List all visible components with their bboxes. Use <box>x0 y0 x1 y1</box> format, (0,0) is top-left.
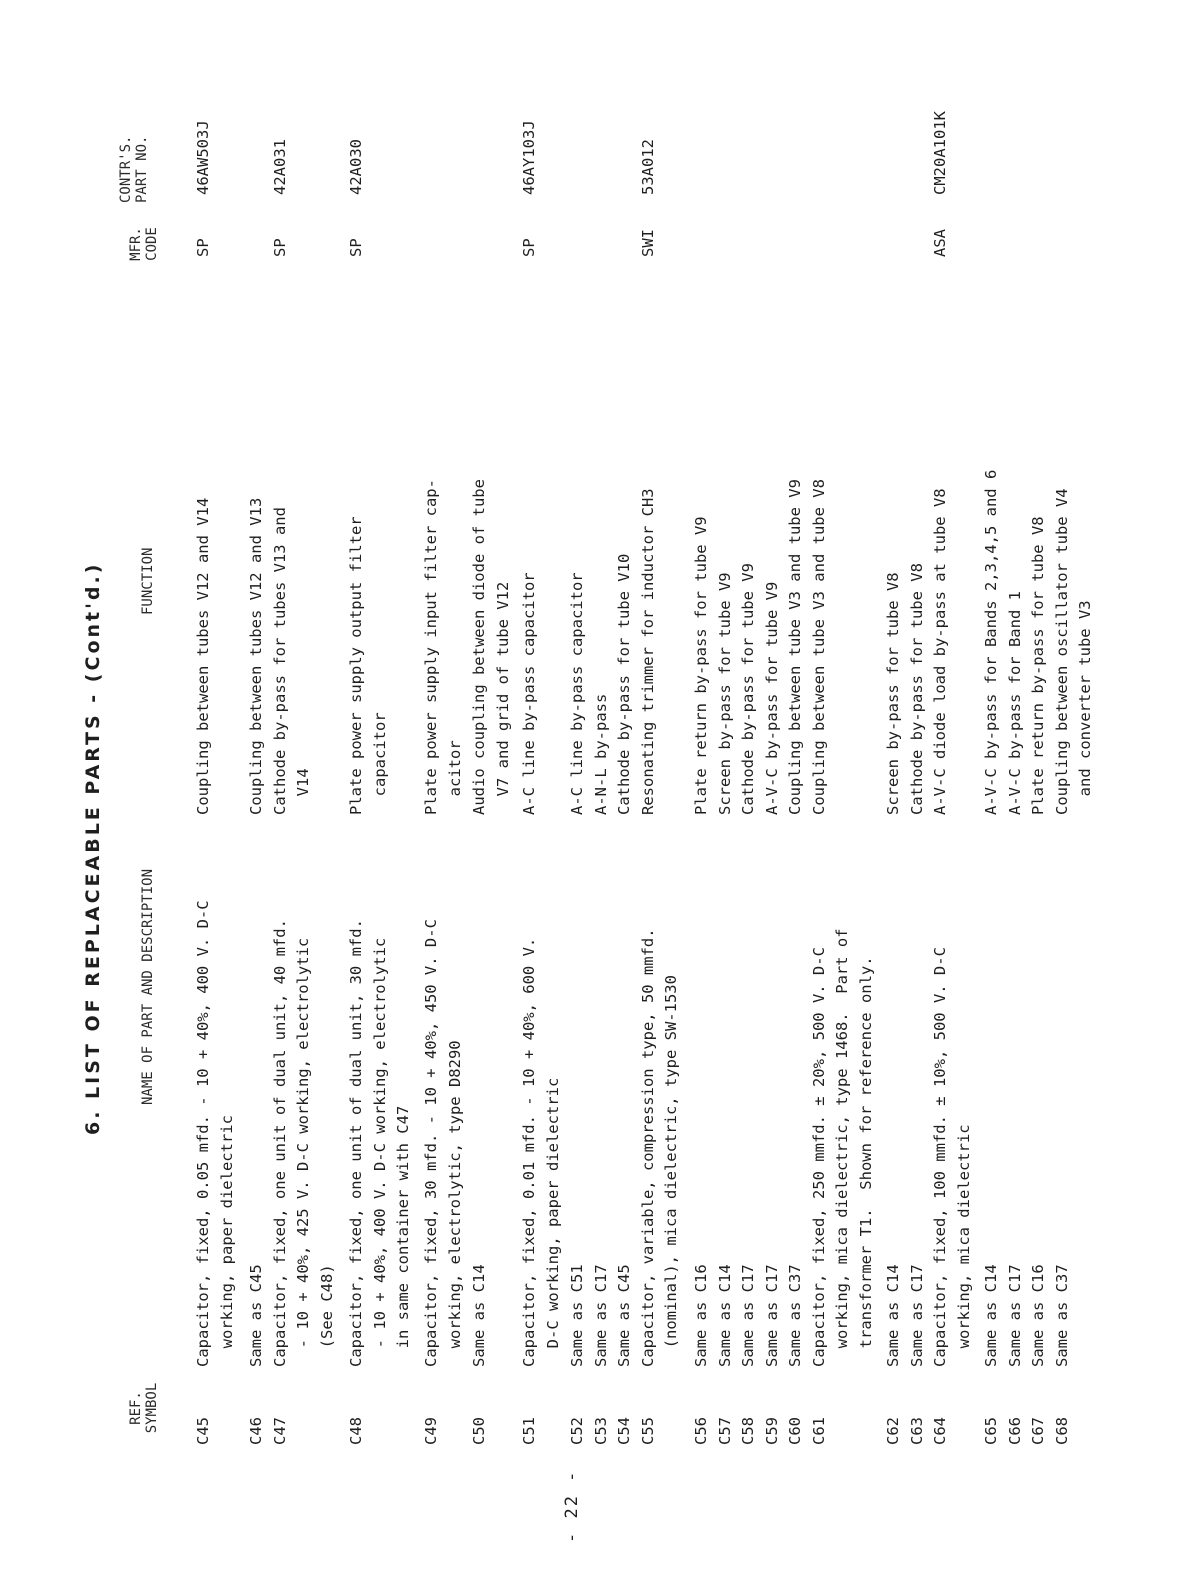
mfr-code: SP <box>270 238 289 257</box>
part-function: Coupling between tubes V12 and V13 Cathode by-pass for tubes V13 and V14 <box>247 497 312 815</box>
ref-symbol: C45 <box>194 1417 212 1445</box>
part-function: Coupling between tubes V12 and V14 <box>194 497 212 815</box>
part-function: Plate power supply input filter cap- acitor <box>422 479 464 815</box>
page-number: - 22 - <box>562 1469 582 1543</box>
ref-symbol: C65 C66 C67 C68 <box>982 1417 1071 1445</box>
ref-symbol: C51 <box>520 1417 538 1445</box>
part-description: Capacitor, fixed, 0.01 mfd. - 10 + 40%, 600 V. D-C working, paper dielectric <box>520 937 562 1367</box>
mfr-code: ASA <box>931 229 949 257</box>
part-description: Capacitor, fixed, 0.05 mfd. - 10 + 40%, 400 V. D-C working, paper dielectric <box>194 900 236 1367</box>
mfr-code: SP <box>194 238 212 257</box>
mfr-code: SP <box>347 238 365 257</box>
header-mfr-line1: MFR. <box>128 227 144 261</box>
contractor-part-number: 46AY103J <box>520 120 538 195</box>
ref-symbol: C49 <box>422 1417 440 1445</box>
header-mfr-code <box>128 219 160 269</box>
part-description: Same as C14 Same as C17 Same as C16 Same as C37 <box>982 1264 1071 1367</box>
header-ref-line1: REF. <box>128 1391 144 1425</box>
part-description: Capacitor, fixed, 30 mfd. - 10 + 40%, 450 V. D-C working, electrolytic, type D8290 <box>422 919 464 1367</box>
part-description: Same as C45 Capacitor, fixed, one unit of dual unit, 40 mfd. - 10 + 40%, 425 V. D-C working, electrolytic (See C48) <box>247 919 336 1367</box>
ref-symbol: C52 C53 C54 C55 <box>568 1417 657 1445</box>
part-function: Audio coupling between diode of tube V7 and grid of tube V12 <box>470 479 512 815</box>
ref-symbol: C48 <box>347 1417 365 1445</box>
part-function: Screen by-pass for tube V8 Cathode by-pass for tube V8 A-V-C diode load by-pass at tube V8 <box>884 488 949 815</box>
header-part-line1: CONTR'S. <box>118 135 134 203</box>
page-title: 6. LIST OF REPLACEABLE PARTS - (Cont'd.) <box>82 561 104 1135</box>
contractor-part-number: 42A030 <box>347 139 365 195</box>
ref-symbol: C46 C47 <box>247 1417 289 1445</box>
header-ref-symbol <box>128 1373 160 1443</box>
contractor-part-number: 53A012 <box>638 139 657 195</box>
part-description: Same as C14 Same as C17 Capacitor, fixed, 100 mmfd. ± 10%, 500 V. D-C working, mica dielectric <box>884 947 973 1367</box>
part-function: A-C line by-pass capacitor A-N-L by-pass Cathode by-pass for tube V10 Resonating trimmer for inductor CH3 <box>568 488 657 815</box>
part-function: A-C line by-pass capacitor <box>520 572 538 815</box>
contractor-part-number: 46AW503J <box>194 120 212 195</box>
part-function: Plate power supply output filter capacitor <box>347 516 389 815</box>
part-function: A-V-C by-pass for Bands 2,3,4,5 and 6 A-V-C by-pass for Band 1 Plate return by-pass for tube V8 Coupling between oscillator tube V4 and converter tube V3 <box>982 469 1094 815</box>
ref-symbol: C50 <box>470 1417 488 1445</box>
header-function: FUNCTION <box>140 547 156 615</box>
header-ref-line2: SYMBOL <box>144 1382 160 1434</box>
mfr-code: SP <box>520 238 538 257</box>
part-description: Same as C51 Same as C17 Same as C45 Capacitor, variable, compression type, 50 mmfd. (nominal), mica dielectric, type SW-1530 <box>568 928 680 1367</box>
header-part-line2: PART NO. <box>134 135 150 203</box>
part-function: Plate return by-pass for tube V9 Screen by-pass for tube V9 Cathode by-pass for tube V9 A-V-C by-pass for tube V9 Coupling between tube V3 and tube V9 Coupling between tube V3 and tube V8 <box>692 479 828 815</box>
part-description: Same as C14 <box>470 1264 488 1367</box>
contractor-part-number: 42A031 <box>270 139 289 195</box>
header-name-description: NAME OF PART AND DESCRIPTION <box>140 868 156 1105</box>
mfr-code: SWI <box>638 229 657 257</box>
ref-symbol: C56 C57 C58 C59 C60 C61 <box>692 1417 828 1445</box>
part-description: Same as C16 Same as C14 Same as C17 Same as C17 Same as C37 Capacitor, fixed, 250 mmfd. ± 20%, 500 V. D-C working, mica dielectric, type 1468. Part of transformer T1. Shown for reference only. <box>692 928 875 1367</box>
contractor-part-number: CM20A101K <box>931 111 949 195</box>
header-mfr-line2: CODE <box>144 227 160 261</box>
part-description: Capacitor, fixed, one unit of dual unit, 30 mfd. - 10 + 40%, 400 V. D-C working, electrolytic in same container with C47 <box>347 919 412 1367</box>
ref-symbol: C62 C63 C64 <box>884 1417 949 1445</box>
header-part-number <box>118 136 150 203</box>
